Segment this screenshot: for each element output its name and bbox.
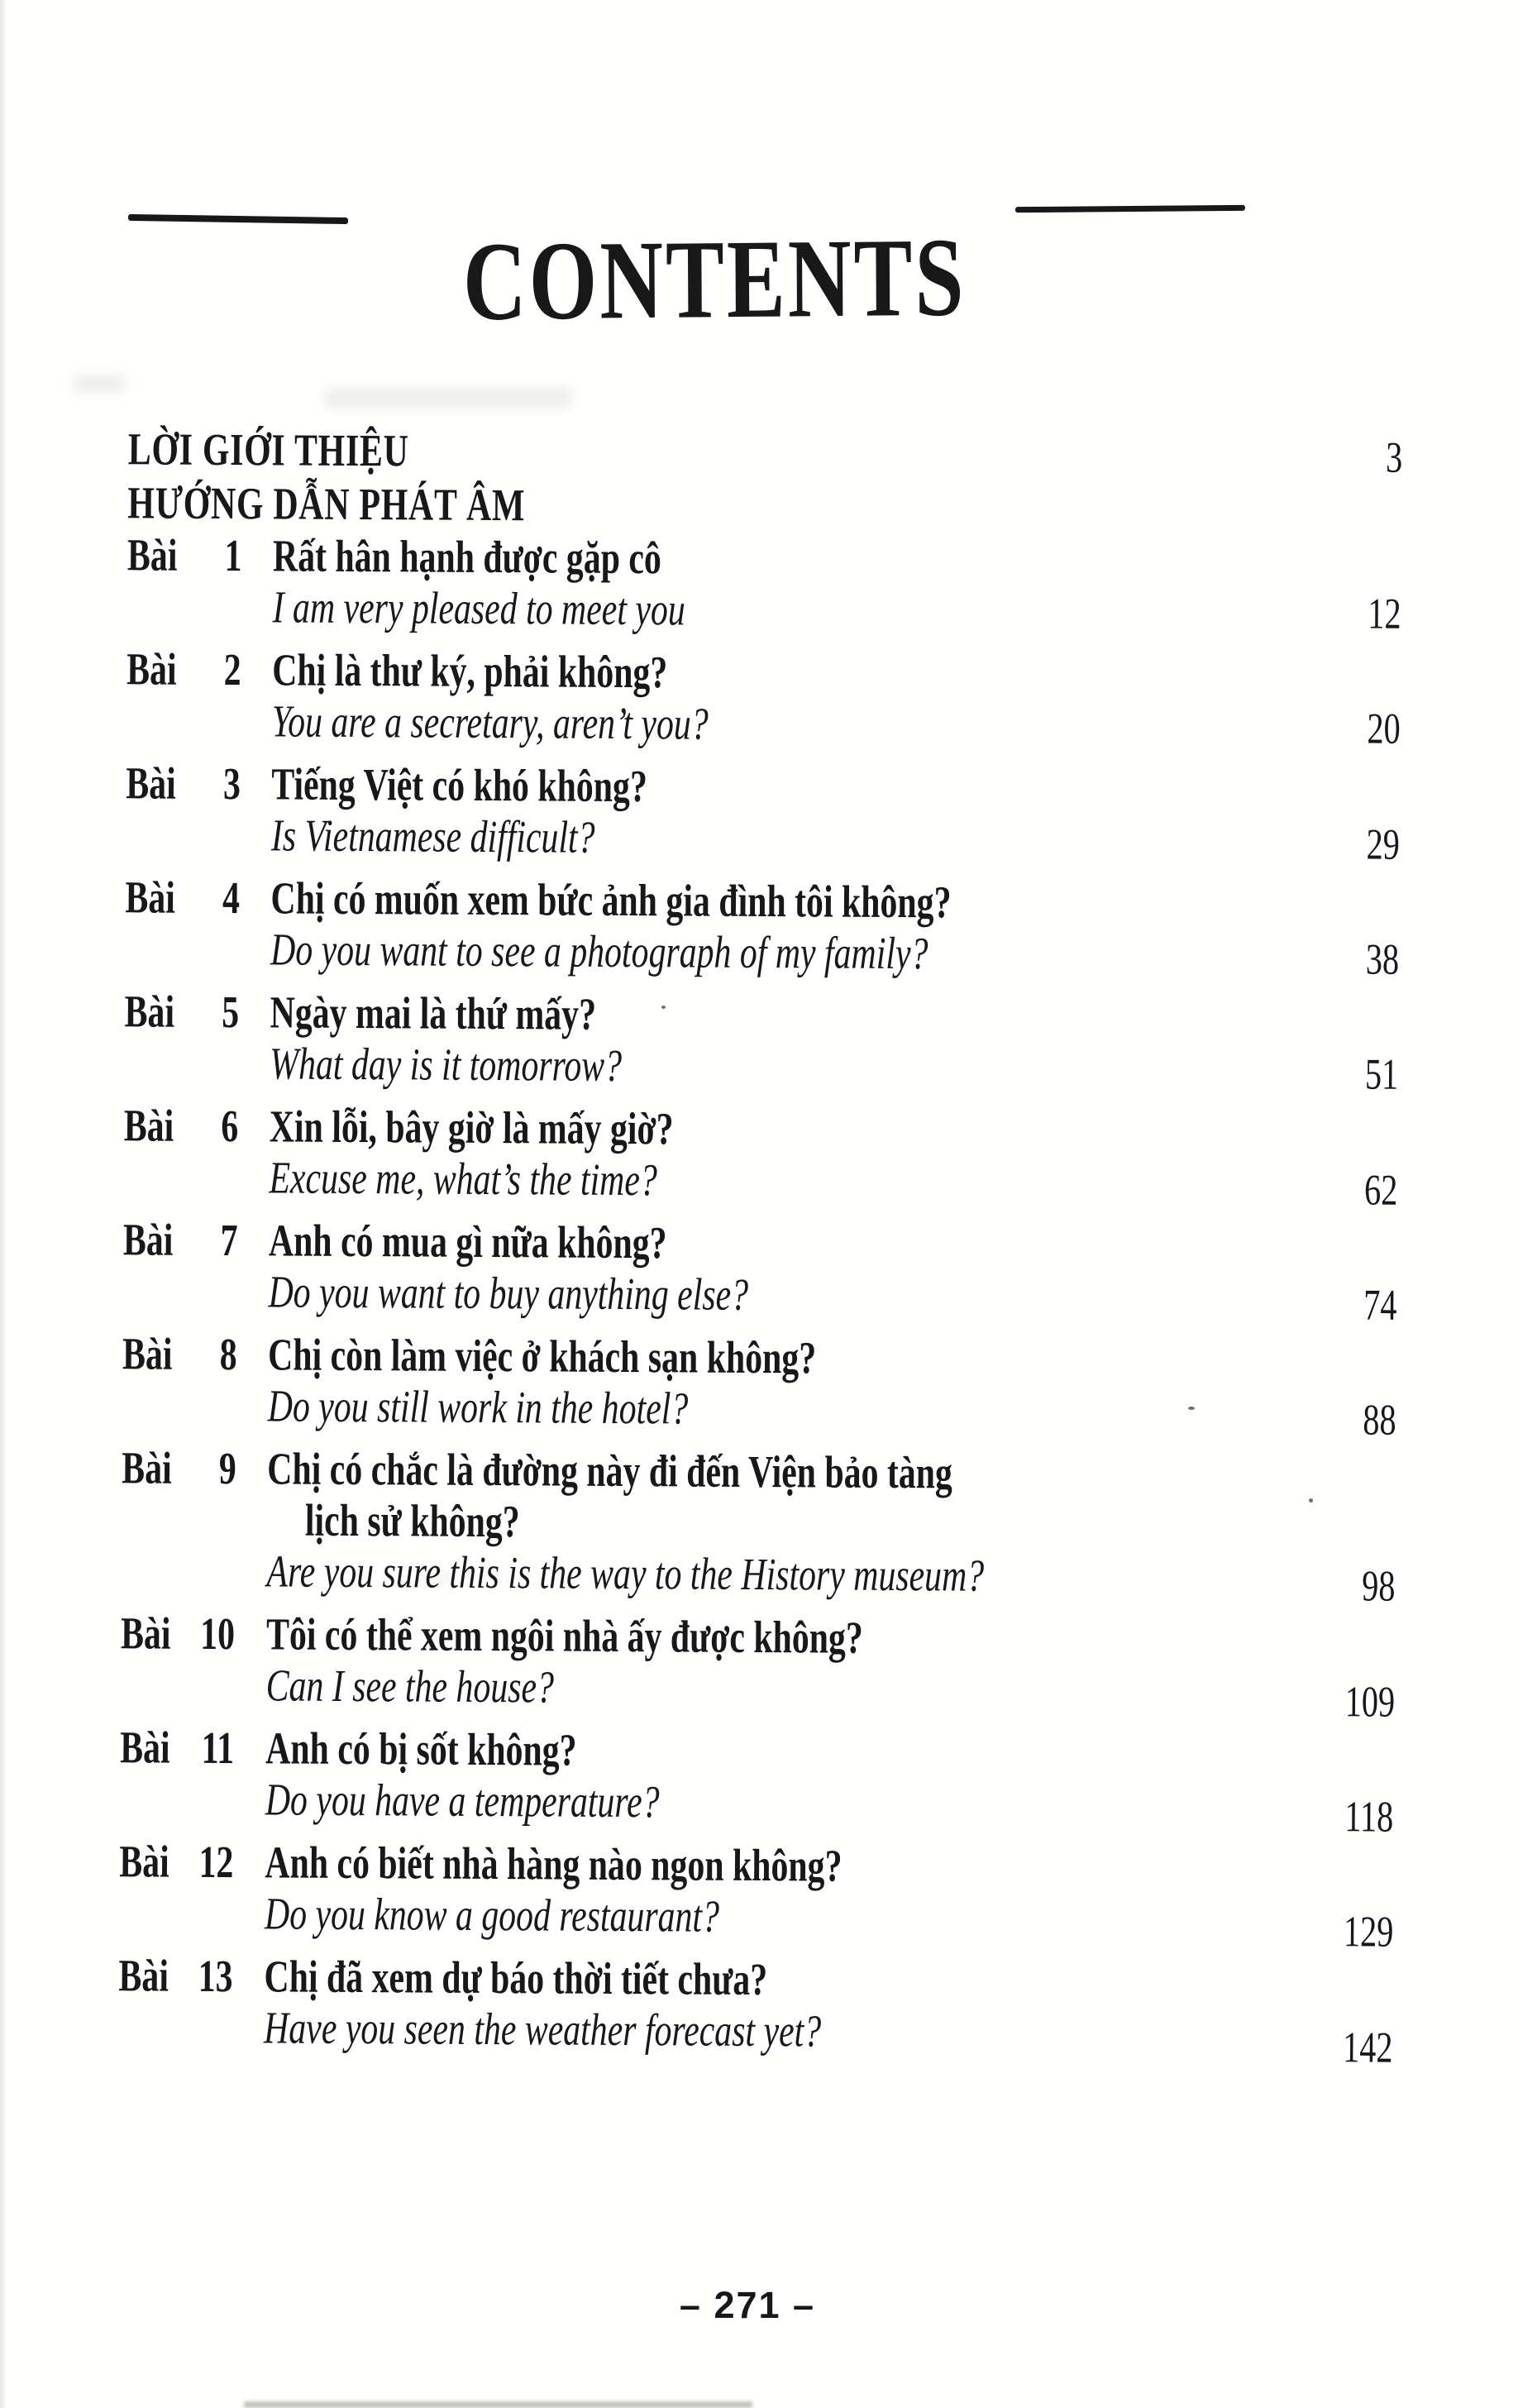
lesson-title-english xyxy=(269,1152,1290,1210)
lesson-titles xyxy=(232,1951,1286,2060)
lesson-page-number xyxy=(1289,1279,1396,1331)
title-rule-left xyxy=(128,214,348,224)
lesson-title-vietnamese xyxy=(265,1837,1286,1894)
lesson-page-number-text: 109 xyxy=(1344,1678,1395,1727)
lesson-number-text: 11 xyxy=(201,1722,235,1774)
lesson-titles xyxy=(233,1837,1286,1946)
lesson-page-number xyxy=(1291,934,1399,986)
lesson-label-text: Bài xyxy=(120,1608,171,1659)
lesson-page-number xyxy=(1293,703,1401,755)
lesson-page-number xyxy=(1291,1049,1398,1101)
lesson-number xyxy=(189,1215,237,1317)
lesson-label xyxy=(121,1442,188,1596)
lesson-title-vietnamese xyxy=(269,1215,1290,1273)
lesson-label xyxy=(126,529,193,632)
lesson-titles xyxy=(239,872,1292,982)
lesson-number-text: 3 xyxy=(222,758,241,810)
lesson-title-vietnamese-text: Chị còn làm việc ở khách sạn không? xyxy=(267,1329,817,1383)
lesson-title-english xyxy=(265,1660,1286,1718)
lesson-title-english xyxy=(265,1774,1286,1832)
lesson-page-number xyxy=(1286,1906,1393,1958)
lesson-title-vietnamese-text: Chị đã xem dự báo thời tiết chưa? xyxy=(264,1951,768,2005)
toc-lesson-row xyxy=(126,757,1401,867)
toc-front-row xyxy=(128,423,1402,484)
lesson-page-number-text: 12 xyxy=(1368,590,1401,638)
lesson-title-vietnamese-text: Tôi có thể xem ngôi nhà ấy được không? xyxy=(265,1608,864,1663)
lesson-page-number-text: 118 xyxy=(1344,1793,1394,1842)
lesson-title-english xyxy=(272,581,1293,639)
lesson-title-english-text: What day is it tomorrow? xyxy=(270,1038,623,1091)
lesson-number-text: 13 xyxy=(198,1950,233,2002)
lesson-title-vietnamese-text: Chị có chắc là đường này đi đến Viện bảo tàng xyxy=(267,1443,953,1498)
front-item-label: HƯỚNG DẪN PHÁT ÂM xyxy=(127,477,526,531)
lesson-title-vietnamese-text: Rất hân hạnh được gặp cô xyxy=(272,530,662,584)
lesson-label-text: Bài xyxy=(124,986,175,1037)
lesson-title-english-text: You are a secretary, aren’t you? xyxy=(271,695,709,749)
ink-bleed-ghost xyxy=(324,387,572,408)
lesson-title-vietnamese xyxy=(272,644,1293,702)
toc-lesson-row xyxy=(126,529,1401,639)
lesson-titles xyxy=(235,1608,1288,1718)
lesson-titles xyxy=(234,1722,1287,1832)
lesson-number xyxy=(189,1329,237,1431)
lesson-label xyxy=(126,757,193,860)
lesson-label xyxy=(118,1950,185,2052)
lesson-title-english-text: I am very pleased to meet you xyxy=(272,581,685,635)
toc-front-row xyxy=(127,476,1401,537)
lesson-number-text: 12 xyxy=(198,1836,234,1888)
lesson-title-vietnamese-text: Ngày mai là thứ mấy? xyxy=(270,987,597,1039)
lesson-number-text: 7 xyxy=(219,1214,238,1266)
lesson-label xyxy=(123,1100,190,1202)
lesson-page-number-text: 74 xyxy=(1363,1281,1397,1330)
lesson-page-number xyxy=(1293,588,1401,640)
lesson-number xyxy=(193,644,241,747)
lesson-number xyxy=(185,1837,234,1939)
lesson-titles xyxy=(241,644,1294,753)
lesson-number-text: 8 xyxy=(219,1328,237,1380)
lesson-title-vietnamese-line2-text: lịch sử không? xyxy=(304,1494,520,1547)
lesson-page-number-text: 88 xyxy=(1363,1396,1396,1445)
toc-lesson-row xyxy=(119,1836,1394,1956)
lesson-label xyxy=(121,1608,188,1710)
toc-lesson-row xyxy=(120,1722,1395,1842)
lesson-number xyxy=(193,530,241,633)
lesson-number xyxy=(191,872,240,975)
toc-list xyxy=(118,423,1402,2071)
lesson-page-number-text: 51 xyxy=(1364,1050,1399,1099)
lesson-title-english xyxy=(270,1038,1291,1096)
book-page-number: – 271 – xyxy=(679,2284,816,2326)
lesson-number xyxy=(189,1101,238,1203)
lesson-title-vietnamese-text: Chị là thư ký, phải không? xyxy=(272,644,668,698)
lesson-title-english-text: Do you want to see a photograph of my family? xyxy=(270,924,928,979)
lesson-title-english-text: Do you still work in the hotel? xyxy=(267,1380,689,1434)
lesson-label-text: Bài xyxy=(123,1100,174,1151)
toc-lesson-row xyxy=(124,986,1399,1099)
lesson-title-english xyxy=(266,1546,1287,1603)
lesson-title-vietnamese-text: Chị có muốn xem bức ảnh gia đình tôi không? xyxy=(270,872,952,928)
lesson-label xyxy=(122,1214,189,1316)
lesson-title-english xyxy=(268,1380,1289,1438)
lesson-label-text: Bài xyxy=(119,1836,169,1887)
lesson-label-text: Bài xyxy=(125,872,176,923)
ink-bleed-ghost xyxy=(73,374,126,394)
lesson-number-text: 10 xyxy=(200,1608,236,1660)
lesson-titles xyxy=(235,1443,1288,1603)
lesson-title-vietnamese xyxy=(265,1722,1286,1780)
lesson-number xyxy=(186,1722,235,1825)
lesson-label xyxy=(125,872,192,974)
lesson-title-vietnamese xyxy=(267,1443,1288,1501)
lesson-title-vietnamese xyxy=(264,1951,1285,2009)
lesson-page-number-text: 62 xyxy=(1363,1166,1398,1215)
lesson-number-text: 6 xyxy=(220,1100,239,1152)
toc-lesson-row xyxy=(122,1214,1397,1330)
lesson-label-text: Bài xyxy=(122,1442,172,1493)
lesson-number-text: 2 xyxy=(223,644,241,695)
lesson-page-number-text: 98 xyxy=(1361,1562,1396,1611)
lesson-label-text: Bài xyxy=(126,643,177,695)
lesson-number-text: 1 xyxy=(223,530,242,581)
lesson-title-english-text: Do you have a temperature? xyxy=(265,1774,660,1828)
toc-lesson-row xyxy=(122,1328,1397,1445)
lesson-page-number xyxy=(1286,1676,1394,1728)
toc-lesson-row xyxy=(120,1608,1396,1727)
lesson-title-english-text: Excuse me, what’s the time? xyxy=(269,1152,658,1206)
lesson-title-english-text: Are you sure this is the way to the History museum? xyxy=(266,1546,985,1601)
lesson-label xyxy=(120,1722,187,1824)
scan-edge-shadow-left xyxy=(0,0,7,2408)
lesson-page-number-text: 20 xyxy=(1367,705,1401,753)
lesson-title-vietnamese xyxy=(270,987,1291,1044)
scan-edge-shadow-bottom xyxy=(244,2401,752,2408)
lesson-label-text: Bài xyxy=(126,757,176,809)
lesson-label-text: Bài xyxy=(122,1328,173,1379)
lesson-title-vietnamese-line2 xyxy=(267,1494,1288,1552)
lesson-number-text: 5 xyxy=(221,986,239,1038)
toc-lesson-row xyxy=(121,1442,1396,1611)
lesson-page-number-text: 29 xyxy=(1366,820,1401,869)
lesson-page-number-text: 142 xyxy=(1342,2023,1393,2072)
lesson-title-vietnamese xyxy=(270,872,1291,930)
lesson-title-english-text: Is Vietnamese difficult? xyxy=(270,810,595,862)
lesson-title-vietnamese-text: Anh có biết nhà hàng nào ngon không? xyxy=(265,1837,843,1891)
lesson-titles xyxy=(241,530,1294,639)
lesson-titles xyxy=(240,758,1293,867)
lesson-label xyxy=(119,1836,186,1938)
lesson-page-number xyxy=(1292,819,1400,871)
lesson-number-text: 9 xyxy=(218,1442,236,1494)
lesson-titles xyxy=(238,987,1291,1096)
lesson-page-number-text: 129 xyxy=(1343,1908,1394,1956)
lesson-titles xyxy=(237,1101,1291,1210)
lesson-title-english xyxy=(271,810,1292,867)
lesson-label xyxy=(122,1328,189,1431)
lesson-page-number xyxy=(1285,2022,1392,2074)
lesson-title-english xyxy=(268,1266,1289,1324)
lesson-title-english xyxy=(270,924,1291,982)
lesson-label xyxy=(124,986,191,1088)
lesson-title-vietnamese xyxy=(273,530,1294,588)
toc-lessons xyxy=(118,529,1401,2072)
front-item-page-number: 3 xyxy=(1385,433,1402,482)
lesson-title-english-text: Do you know a good restaurant? xyxy=(264,1888,720,1942)
lesson-label-text: Bài xyxy=(120,1722,170,1773)
lesson-title-vietnamese-text: Anh có mua gì nữa không? xyxy=(268,1215,667,1268)
title-rule-right xyxy=(1015,205,1245,213)
lesson-title-vietnamese-text: Xin lỗi, bây giờ là mấy giờ? xyxy=(269,1101,674,1154)
lesson-number xyxy=(190,987,239,1089)
lesson-label-text: Bài xyxy=(118,1950,169,2001)
lesson-title-vietnamese xyxy=(271,758,1292,816)
toc-lesson-row xyxy=(123,1100,1398,1215)
lesson-title-vietnamese xyxy=(270,1101,1291,1159)
lesson-title-english-text: Can I see the house? xyxy=(265,1660,555,1713)
lesson-title-vietnamese-text: Tiếng Việt có khó không? xyxy=(271,758,648,812)
lesson-label-text: Bài xyxy=(122,1214,174,1265)
lesson-number xyxy=(184,1951,233,2053)
lesson-title-vietnamese xyxy=(266,1608,1287,1666)
lesson-number xyxy=(187,1443,236,1597)
lesson-title-english-text: Do you want to buy anything else? xyxy=(268,1266,749,1320)
lesson-title-vietnamese xyxy=(268,1329,1289,1387)
page-title: CONTENTS xyxy=(462,215,967,345)
toc-lesson-row xyxy=(118,1950,1393,2072)
lesson-titles xyxy=(236,1329,1290,1438)
lesson-page-number xyxy=(1288,1394,1396,1446)
lesson-title-english-text: Have you seen the weather forecast yet? xyxy=(263,2002,822,2057)
lesson-number xyxy=(192,758,241,861)
lesson-titles xyxy=(236,1215,1290,1324)
lesson-title-english xyxy=(272,695,1293,753)
lesson-title-english xyxy=(264,2002,1285,2060)
lesson-page-number xyxy=(1287,1560,1395,1612)
lesson-page-number-text: 38 xyxy=(1365,935,1400,984)
front-item-label: LỜI GIỚI THIỆU xyxy=(127,423,409,476)
lesson-label xyxy=(126,643,193,746)
lesson-title-vietnamese-text: Anh có bị sốt không? xyxy=(265,1722,577,1775)
lesson-page-number xyxy=(1286,1791,1394,1843)
lesson-label-text: Bài xyxy=(126,529,178,580)
lesson-number xyxy=(187,1608,236,1711)
lesson-page-number xyxy=(1290,1164,1397,1216)
toc-lesson-row xyxy=(125,872,1400,982)
lesson-number-text: 4 xyxy=(222,872,240,924)
lesson-title-english xyxy=(265,1888,1286,1946)
toc-lesson-row xyxy=(126,643,1401,753)
